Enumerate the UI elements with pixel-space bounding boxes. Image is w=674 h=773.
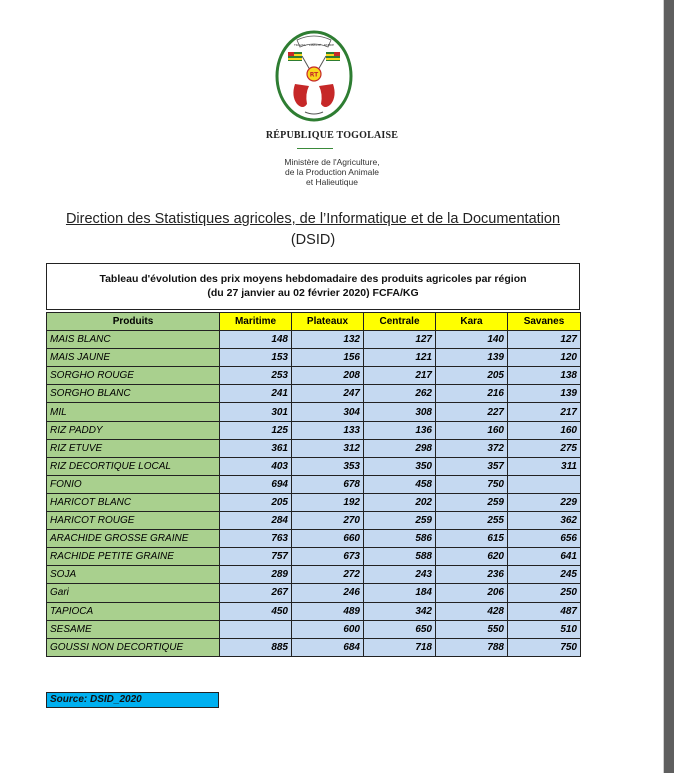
price-cell: 428 xyxy=(436,602,508,620)
price-cell: 284 xyxy=(220,512,292,530)
price-cell: 312 xyxy=(292,439,364,457)
scrollbar[interactable] xyxy=(664,0,674,773)
ministry-line: et Halieutique xyxy=(306,177,358,187)
price-cell: 694 xyxy=(220,475,292,493)
price-cell: 121 xyxy=(364,349,436,367)
price-cell: 153 xyxy=(220,349,292,367)
price-cell: 885 xyxy=(220,638,292,656)
price-cell: 262 xyxy=(364,385,436,403)
price-cell: 763 xyxy=(220,530,292,548)
price-cell: 127 xyxy=(364,331,436,349)
direction-acronym: (DSID) xyxy=(290,232,336,248)
price-cell: 202 xyxy=(364,493,436,511)
product-name-cell: RIZ DECORTIQUE LOCAL xyxy=(47,457,220,475)
price-cell: 120 xyxy=(508,349,581,367)
price-cell: 308 xyxy=(364,403,436,421)
price-cell: 353 xyxy=(292,457,364,475)
price-cell: 403 xyxy=(220,457,292,475)
price-cell: 641 xyxy=(508,548,581,566)
price-cell: 342 xyxy=(364,602,436,620)
table-row xyxy=(47,367,581,385)
table-row xyxy=(47,421,581,439)
column-header-savanes: Savanes xyxy=(508,313,581,331)
price-cell: 140 xyxy=(436,331,508,349)
price-cell: 217 xyxy=(364,367,436,385)
table-row xyxy=(47,475,581,493)
price-cell: 450 xyxy=(220,602,292,620)
table-row xyxy=(47,403,581,421)
price-cell: 227 xyxy=(436,403,508,421)
price-cell: 788 xyxy=(436,638,508,656)
emblem-initials: RT xyxy=(309,71,319,79)
product-name-cell: RACHIDE PETITE GRAINE xyxy=(47,548,220,566)
emblem-banner: TRAVAIL · LIBERTÉ · PATRIE xyxy=(293,43,335,47)
product-name-cell: MAIS JAUNE xyxy=(47,349,220,367)
price-cell: 125 xyxy=(220,421,292,439)
price-cell: 620 xyxy=(436,548,508,566)
price-cell: 361 xyxy=(220,439,292,457)
country-name: RÉPUBLIQUE TOGOLAISE xyxy=(265,130,399,141)
table-row xyxy=(47,548,581,566)
price-cell: 510 xyxy=(508,620,581,638)
table-row xyxy=(47,439,581,457)
table-row xyxy=(47,457,581,475)
product-name-cell: FONIO xyxy=(47,475,220,493)
product-name-cell: MIL xyxy=(47,403,220,421)
price-cell: 184 xyxy=(364,584,436,602)
direction-text: Direction des Statistiques agricoles, de l’Informatique et de la Documentation xyxy=(65,211,561,227)
price-cell: 160 xyxy=(436,421,508,439)
price-cell: 156 xyxy=(292,349,364,367)
price-cell: 372 xyxy=(436,439,508,457)
product-name-cell: GOUSSI NON DECORTIQUE xyxy=(47,638,220,656)
price-cell: 304 xyxy=(292,403,364,421)
price-cell: 615 xyxy=(436,530,508,548)
ministry-name xyxy=(0,157,664,187)
price-cell: 205 xyxy=(220,493,292,511)
table-body xyxy=(47,331,581,657)
divider xyxy=(297,148,333,149)
price-cell: 684 xyxy=(292,638,364,656)
column-header-products: Produits xyxy=(47,313,220,331)
price-cell: 229 xyxy=(508,493,581,511)
price-cell: 205 xyxy=(436,367,508,385)
price-cell xyxy=(220,620,292,638)
price-cell: 750 xyxy=(508,638,581,656)
price-cell: 458 xyxy=(364,475,436,493)
price-cell: 301 xyxy=(220,403,292,421)
product-name-cell: SORGHO BLANC xyxy=(47,385,220,403)
column-header-kara: Kara xyxy=(436,313,508,331)
price-cell: 133 xyxy=(292,421,364,439)
price-cell: 357 xyxy=(436,457,508,475)
price-cell: 270 xyxy=(292,512,364,530)
price-cell: 487 xyxy=(508,602,581,620)
price-cell: 757 xyxy=(220,548,292,566)
ministry-line: Ministère de l'Agriculture, xyxy=(284,157,380,167)
product-name-cell: TAPIOCA xyxy=(47,602,220,620)
product-name-cell: ARACHIDE GROSSE GRAINE xyxy=(47,530,220,548)
price-cell: 259 xyxy=(364,512,436,530)
table-title-box xyxy=(46,263,580,310)
table-row xyxy=(47,349,581,367)
table-row xyxy=(47,331,581,349)
price-cell: 243 xyxy=(364,566,436,584)
product-name-cell: SESAME xyxy=(47,620,220,638)
price-table xyxy=(46,312,581,657)
price-cell: 192 xyxy=(292,493,364,511)
price-cell: 718 xyxy=(364,638,436,656)
coat-of-arms-emblem xyxy=(275,30,353,122)
table-row xyxy=(47,566,581,584)
price-cell: 586 xyxy=(364,530,436,548)
table-subtitle: (du 27 janvier au 02 février 2020) FCFA/KG xyxy=(207,287,419,299)
price-cell: 255 xyxy=(436,512,508,530)
table-row xyxy=(47,584,581,602)
price-cell: 267 xyxy=(220,584,292,602)
price-cell: 489 xyxy=(292,602,364,620)
column-header-maritime: Maritime xyxy=(220,313,292,331)
price-cell: 289 xyxy=(220,566,292,584)
product-name-cell: MAIS BLANC xyxy=(47,331,220,349)
price-cell: 236 xyxy=(436,566,508,584)
price-cell: 588 xyxy=(364,548,436,566)
product-name-cell: HARICOT ROUGE xyxy=(47,512,220,530)
price-cell: 245 xyxy=(508,566,581,584)
price-cell xyxy=(508,475,581,493)
price-cell: 139 xyxy=(436,349,508,367)
price-cell: 208 xyxy=(292,367,364,385)
price-cell: 650 xyxy=(364,620,436,638)
table-row xyxy=(47,620,581,638)
price-cell: 259 xyxy=(436,493,508,511)
price-cell: 241 xyxy=(220,385,292,403)
price-cell: 673 xyxy=(292,548,364,566)
table-row xyxy=(47,493,581,511)
column-header-plateaux: Plateaux xyxy=(292,313,364,331)
price-cell: 139 xyxy=(508,385,581,403)
price-cell: 217 xyxy=(508,403,581,421)
price-cell: 148 xyxy=(220,331,292,349)
price-cell: 253 xyxy=(220,367,292,385)
price-cell: 216 xyxy=(436,385,508,403)
product-name-cell: SORGHO ROUGE xyxy=(47,367,220,385)
price-cell: 600 xyxy=(292,620,364,638)
price-cell: 550 xyxy=(436,620,508,638)
price-cell: 247 xyxy=(292,385,364,403)
price-cell: 656 xyxy=(508,530,581,548)
table-row xyxy=(47,512,581,530)
price-cell: 311 xyxy=(508,457,581,475)
table-header-row xyxy=(47,313,581,331)
price-cell: 246 xyxy=(292,584,364,602)
source-note: Source: DSID_2020 xyxy=(46,692,219,708)
table-row xyxy=(47,530,581,548)
price-cell: 132 xyxy=(292,331,364,349)
product-name-cell: RIZ PADDY xyxy=(47,421,220,439)
price-cell: 250 xyxy=(508,584,581,602)
ministry-line: de la Production Animale xyxy=(284,167,380,177)
price-cell: 362 xyxy=(508,512,581,530)
price-cell: 160 xyxy=(508,421,581,439)
price-cell: 275 xyxy=(508,439,581,457)
table-title: Tableau d'évolution des prix moyens hebdomadaire des produits agricoles par région xyxy=(99,273,527,285)
column-header-centrale: Centrale xyxy=(364,313,436,331)
price-cell: 678 xyxy=(292,475,364,493)
price-cell: 298 xyxy=(364,439,436,457)
price-cell: 660 xyxy=(292,530,364,548)
price-cell: 750 xyxy=(436,475,508,493)
product-name-cell: HARICOT BLANC xyxy=(47,493,220,511)
product-name-cell: RIZ ETUVE xyxy=(47,439,220,457)
price-cell: 272 xyxy=(292,566,364,584)
price-cell: 136 xyxy=(364,421,436,439)
product-name-cell: Gari xyxy=(47,584,220,602)
direction-title xyxy=(0,211,626,227)
price-cell: 138 xyxy=(508,367,581,385)
table-row xyxy=(47,602,581,620)
table-row xyxy=(47,385,581,403)
table-row xyxy=(47,638,581,656)
product-name-cell: SOJA xyxy=(47,566,220,584)
price-cell: 206 xyxy=(436,584,508,602)
price-cell: 127 xyxy=(508,331,581,349)
price-cell: 350 xyxy=(364,457,436,475)
